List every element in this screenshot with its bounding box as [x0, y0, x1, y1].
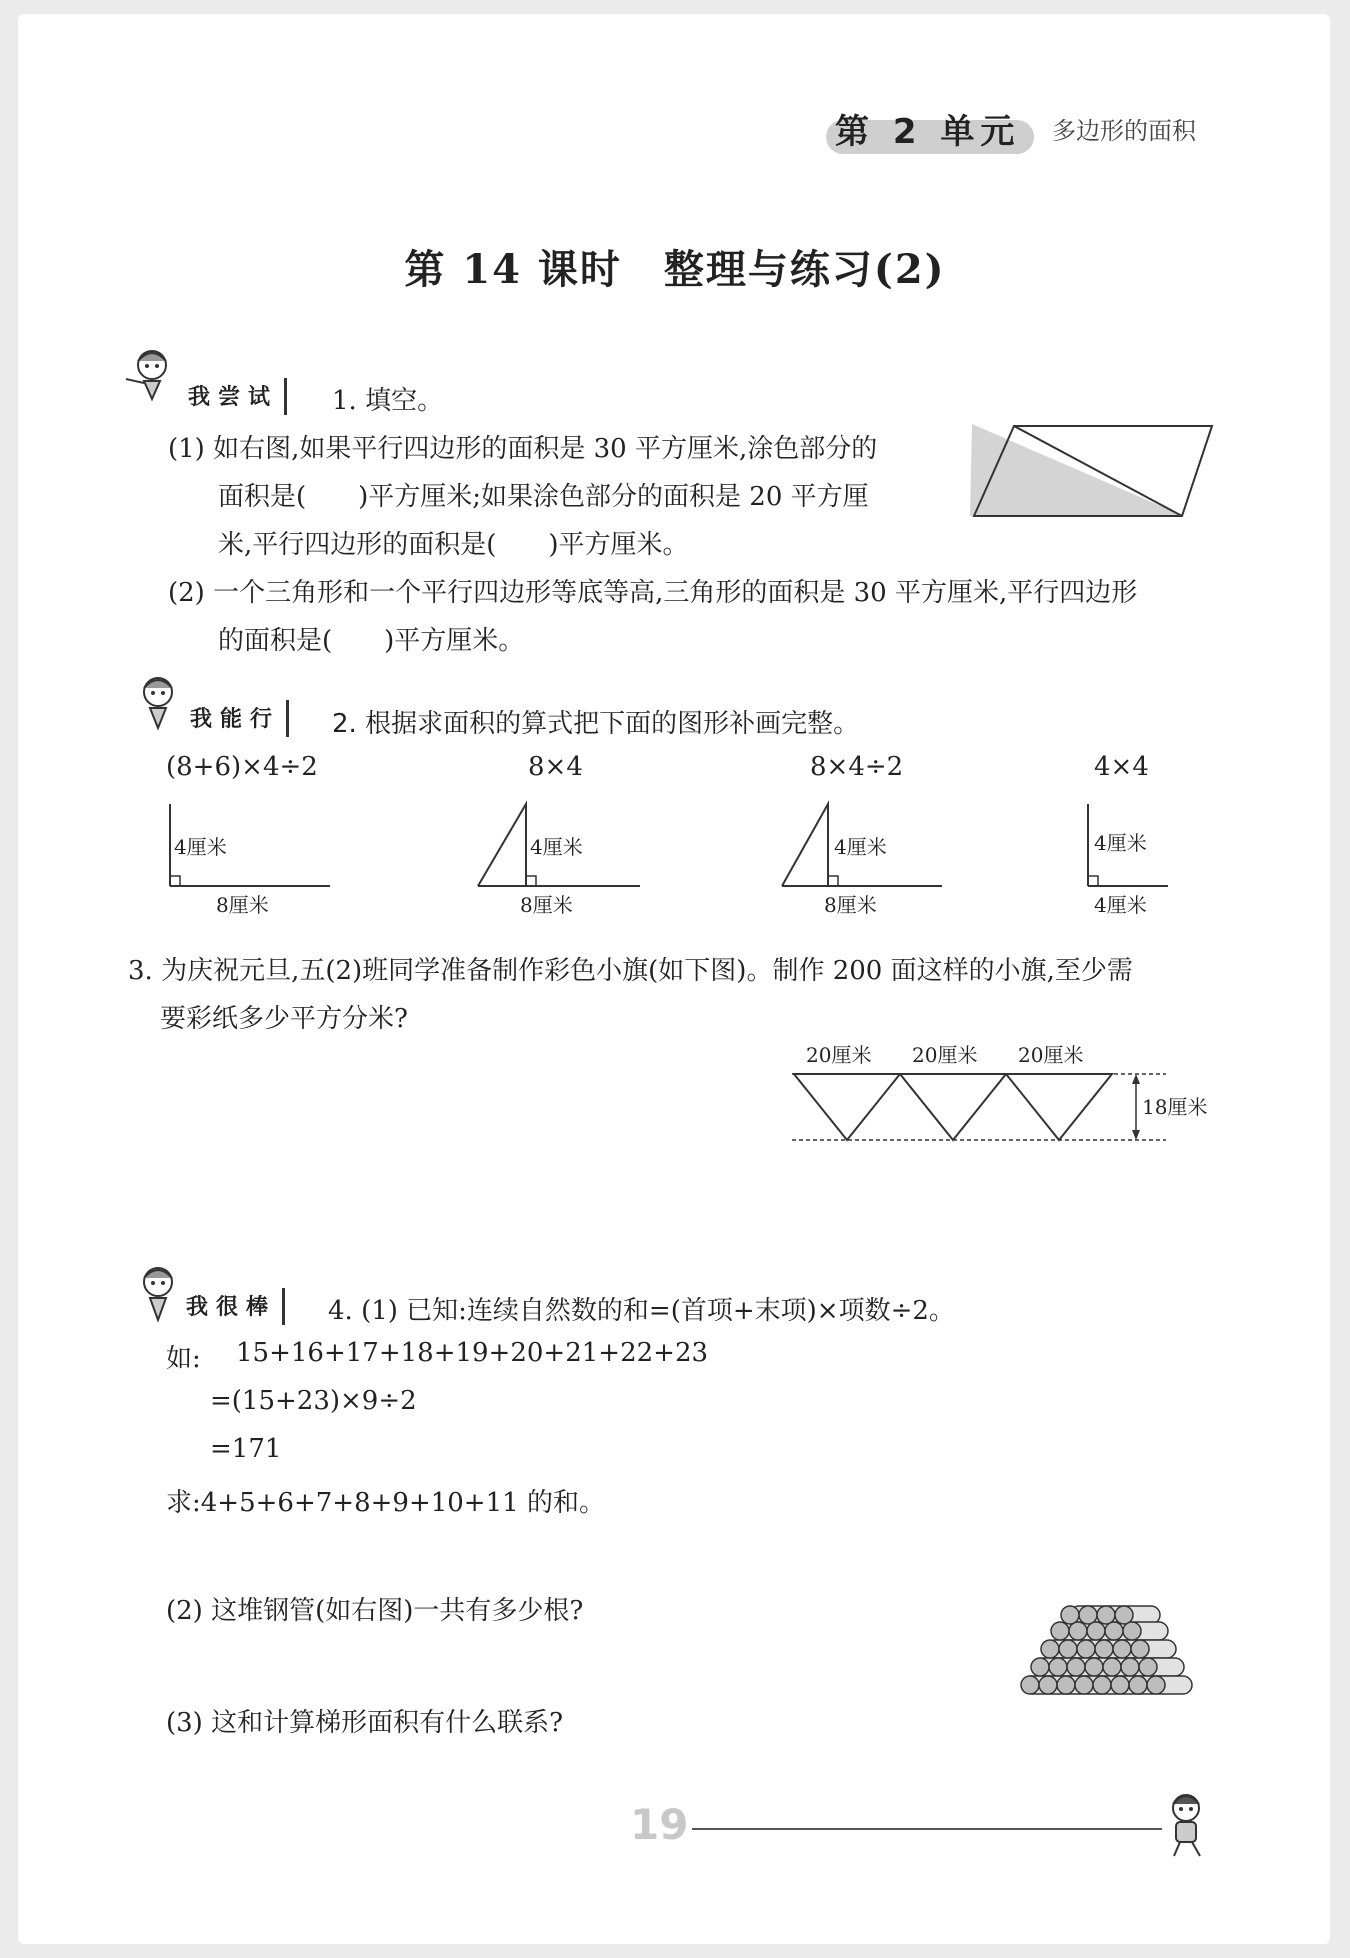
q2-formula-3: 8×4÷2 — [810, 752, 904, 782]
q2-fig2-height-label: 4厘米 — [530, 835, 583, 859]
unit-topic: 多边形的面积 — [1052, 117, 1196, 145]
section-badge-can: 我能行 — [184, 700, 289, 737]
q4-example-line3: =171 — [210, 1434, 282, 1464]
footer-rule — [692, 1828, 1162, 1830]
mascot-icon — [122, 345, 178, 405]
parallelogram-figure — [970, 424, 1220, 520]
q4-example-line2: =(15+23)×9÷2 — [210, 1386, 417, 1416]
q3-line2: 要彩纸多少平方分米? — [160, 1004, 408, 1034]
q2-fig4-base-label: 4厘米 — [1094, 893, 1147, 917]
q2-fig2-base-label: 8厘米 — [520, 893, 573, 917]
q1-part1-line3: 米,平行四边形的面积是( )平方厘米。 — [218, 530, 689, 560]
q4-part3: (3) 这和计算梯形面积有什么联系? — [166, 1708, 564, 1738]
q2-fig3-height-label: 4厘米 — [834, 835, 887, 859]
q2-figure-3 — [778, 800, 958, 920]
q3-line1: 3. 为庆祝元旦,五(2)班同学准备制作彩色小旗(如下图)。制作 200 面这样的小旗,至少需 — [128, 956, 1133, 986]
q4-example-line1: 15+16+17+18+19+20+21+22+23 — [236, 1338, 709, 1368]
q2-figure-4 — [1082, 800, 1202, 920]
flag-width-label-1: 20厘米 — [806, 1043, 872, 1067]
q1-part2-line2: 的面积是( )平方厘米。 — [218, 626, 525, 656]
q2-formula-1: (8+6)×4÷2 — [166, 752, 318, 782]
q4-title: 4. (1) 已知:连续自然数的和=(首项+末项)×项数÷2。 — [328, 1296, 955, 1326]
q4-example-label: 如: — [166, 1344, 201, 1374]
mascot-icon — [128, 1262, 184, 1328]
flag-width-label-2: 20厘米 — [912, 1043, 978, 1067]
q2-fig3-base-label: 8厘米 — [824, 893, 877, 917]
flag-height-label: 18厘米 — [1142, 1095, 1208, 1119]
q2-formula-4: 4×4 — [1094, 752, 1149, 782]
q2-fig4-height-label: 4厘米 — [1094, 831, 1147, 855]
mascot-icon — [1158, 1790, 1218, 1862]
flag-strip-figure — [790, 1040, 1230, 1152]
steel-pipe-stack-icon — [1010, 1600, 1220, 1710]
lesson-title: 第 14 课时 整理与练习(2) — [404, 246, 946, 293]
q1-title: 1. 填空。 — [332, 386, 444, 416]
flag-width-label-3: 20厘米 — [1018, 1043, 1084, 1067]
section-badge-great: 我很棒 — [180, 1288, 285, 1325]
q2-formula-2: 8×4 — [528, 752, 583, 782]
q2-figure-2 — [474, 800, 654, 920]
q2-title: 2. 根据求面积的算式把下面的图形补画完整。 — [332, 709, 860, 739]
q4-ask: 求:4+5+6+7+8+9+10+11 的和。 — [166, 1488, 605, 1518]
q2-figure-1 — [160, 800, 340, 920]
unit-label: 第 2 单元 — [835, 112, 1021, 152]
q1-part1-line2: 面积是( )平方厘米;如果涂色部分的面积是 20 平方厘 — [218, 482, 869, 512]
q4-part2: (2) 这堆钢管(如右图)一共有多少根? — [166, 1596, 584, 1626]
page-number: 19 — [630, 1800, 689, 1849]
q2-fig1-height-label: 4厘米 — [174, 835, 227, 859]
q1-part2-line1: (2) 一个三角形和一个平行四边形等底等高,三角形的面积是 30 平方厘米,平行四边形 — [168, 578, 1138, 608]
q1-part1-line1: (1) 如右图,如果平行四边形的面积是 30 平方厘米,涂色部分的 — [168, 434, 878, 464]
q2-fig1-base-label: 8厘米 — [216, 893, 269, 917]
mascot-icon — [128, 672, 184, 734]
section-badge-try: 我尝试 — [182, 378, 287, 415]
